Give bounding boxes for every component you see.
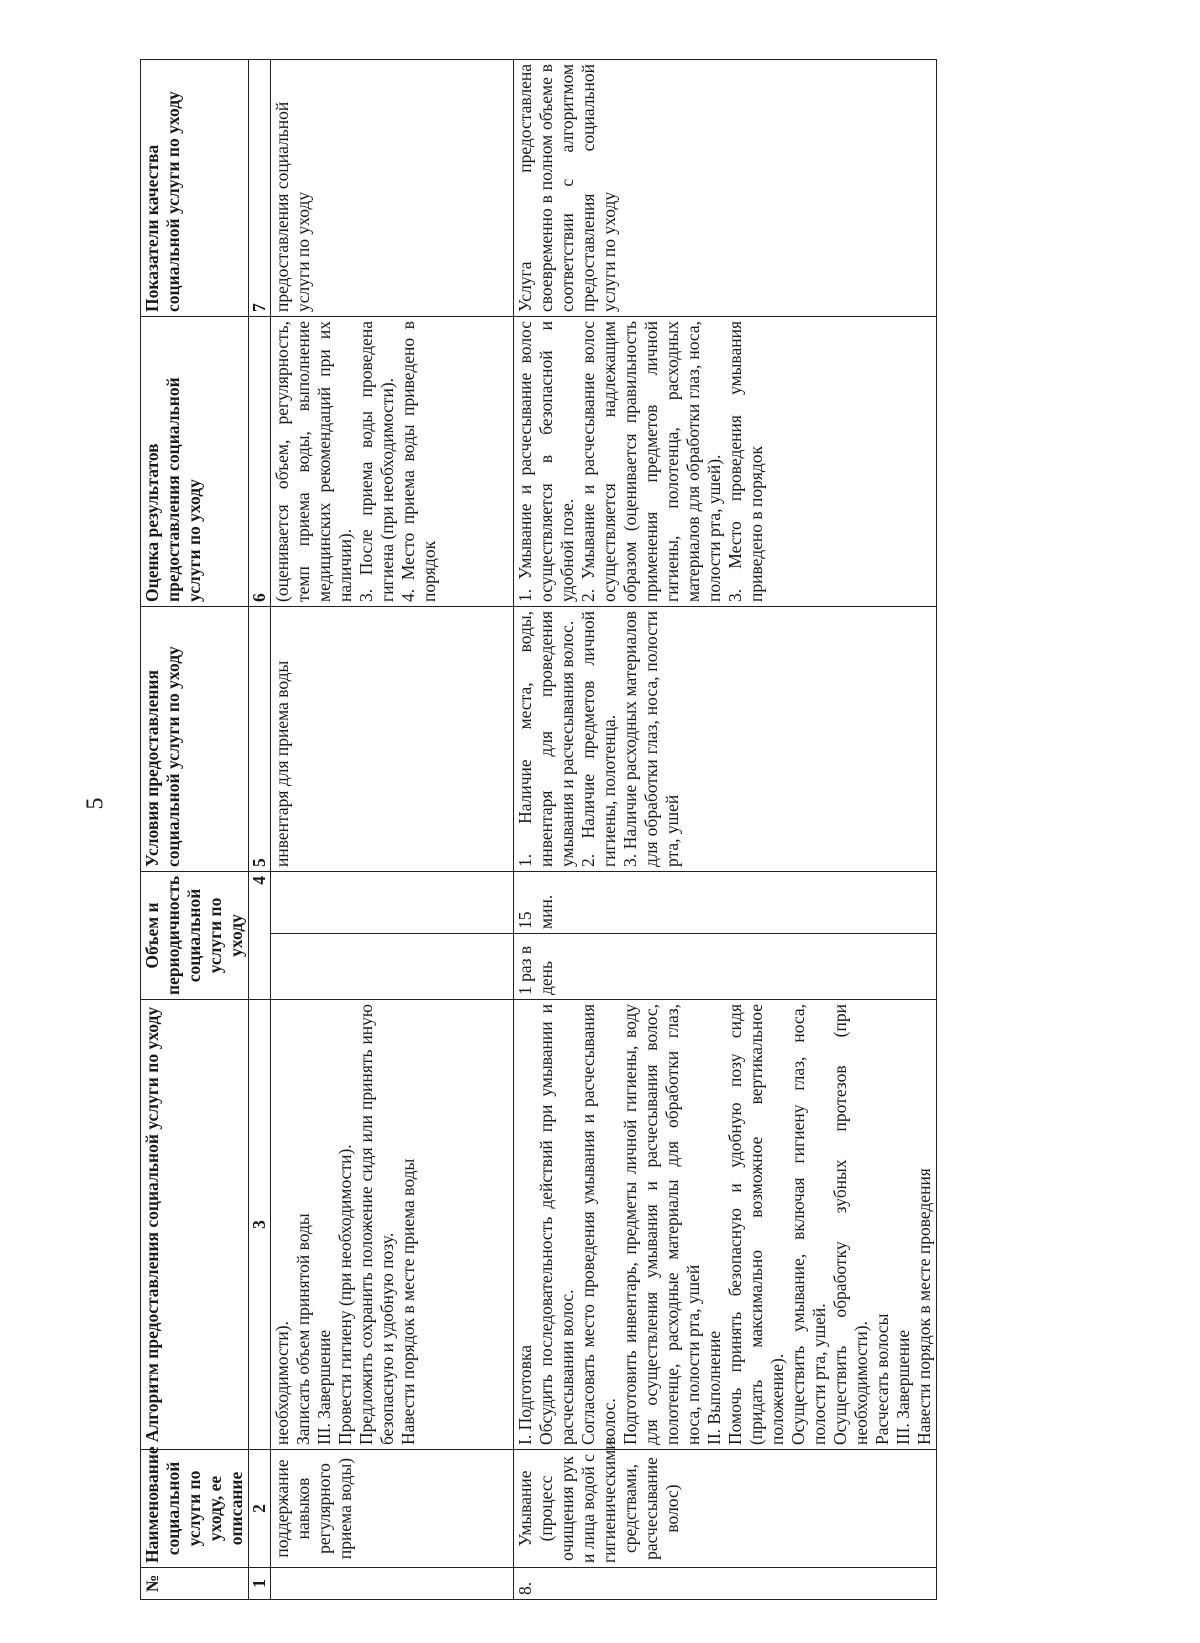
column-number: 1 xyxy=(249,1568,271,1600)
header-number: № xyxy=(141,1568,249,1600)
evaluation-line: 4. Место приема воды приведено в порядок xyxy=(398,320,439,602)
conditions-line: 3. Наличие расходных материалов для обработки глаз, носа, полости рта, ушей xyxy=(620,610,682,867)
table-row xyxy=(514,59,937,1599)
algorithm-line: II. Выполнение xyxy=(704,1330,724,1445)
algorithm-line: Записать объем принятой воды xyxy=(293,1213,313,1445)
column-number: 6 xyxy=(249,316,271,606)
algorithm-line: Подготовить инвентарь, предметы личной гигиены, воду для осуществления умывания и расчесывания волос, полотенце, расходные материалы для обработки глаз, носа, полости рта, ушей xyxy=(620,1004,703,1445)
services-table xyxy=(140,59,937,1600)
page-number: 5 xyxy=(82,797,109,810)
service-algorithm xyxy=(271,1000,514,1450)
conditions-line: 2. Наличие предметов личной гигиены, полотенца. xyxy=(578,610,619,867)
algorithm-line: необходимости). xyxy=(272,1321,292,1445)
service-conditions xyxy=(514,606,937,871)
header-algorithm: Алгоритм предоставления социальной услуги по уходу xyxy=(141,1000,249,1450)
service-name: поддержание навыков регулярного приема воды) xyxy=(271,1450,514,1568)
algorithm-line: Навести порядок в месте приема воды xyxy=(398,1158,418,1445)
algorithm-line: III. Завершение xyxy=(893,1329,913,1445)
evaluation-line: 1. Умывание и расчесывание волос осуществляется в безопасной и удобной позе. xyxy=(515,320,577,602)
evaluation-line: 3. Место проведения умывания приведено в порядок xyxy=(725,320,766,602)
algorithm-line: Помочь принять безопасную и удобную позу сидя (придать максимально возможное вертикальное положение). xyxy=(725,1004,787,1445)
rotated-table-sheet xyxy=(140,60,934,1600)
column-number: 5 xyxy=(249,606,271,871)
evaluation-line: (оценивается объем, регулярность, темп приема воды, выполнение медицинских рекомендаций при их наличии). xyxy=(272,320,355,602)
service-duration: 15 мин. xyxy=(514,871,937,933)
column-number: 4 xyxy=(249,871,271,999)
algorithm-line: Осуществить обработку зубных протезов (при необходимости). xyxy=(830,1004,871,1445)
row-number: 8. xyxy=(514,1568,937,1600)
evaluation-line: 2. Умывание и расчесывание волос осуществляется надлежащим образом (оценивается правильность применения предметов личной гигиены, полотенца, расходных материалов для обработки глаз, носа, полости рта, ушей). xyxy=(578,320,724,602)
header-conditions: Условия предоставления социальной услуги по уходу xyxy=(141,606,249,871)
algorithm-line: I. Подготовка xyxy=(515,1344,535,1445)
evaluation-line: 3. После приема воды проведена гигиена (при необходимости). xyxy=(356,320,397,602)
row-number xyxy=(271,1568,514,1600)
service-evaluation xyxy=(271,316,514,606)
algorithm-line: Предложить сохранить положение сидя или принять иную безопасную и удобную позу. xyxy=(356,1004,397,1445)
header-frequency: Объем и периодичность социальной услуги по уходу xyxy=(141,871,249,999)
algorithm-line: Обсудить последовательность действий при умывании и расчесывании волос. xyxy=(536,1004,577,1445)
algorithm-line: Согласовать место проведения умывания и расчесывания волос. xyxy=(578,1004,619,1445)
header-quality: Показатели качества социальной услуги по уходу xyxy=(141,59,249,316)
column-number: 2 xyxy=(249,1450,271,1568)
table-row xyxy=(271,59,514,1599)
column-numbers-row xyxy=(249,59,271,1599)
column-number: 7 xyxy=(249,59,271,316)
algorithm-line: Провести гигиену (при необходимости). xyxy=(335,1144,355,1445)
algorithm-line: Расчесать волосы xyxy=(872,1313,892,1445)
conditions-line: 1. Наличие места, воды, инвентаря для проведения умывания и расчесывания волос. xyxy=(515,610,577,867)
algorithm-line: III. Завершение xyxy=(314,1329,334,1445)
service-frequency xyxy=(271,934,514,1000)
table-header-row xyxy=(141,59,249,1599)
service-duration xyxy=(271,871,514,933)
service-evaluation xyxy=(514,316,937,606)
algorithm-line: Осуществить умывание, включая гигиену глаз, носа, полости рта, ушей. xyxy=(788,1004,829,1445)
header-name: Наименование социальной услуги по уходу, ее описание xyxy=(141,1450,249,1568)
service-name: Умывание (процесс очищения рук и лица водой с гигиеническими средствами, расчесывание волос) xyxy=(514,1450,937,1568)
service-quality: Услуга предоставлена своевременно в полном объеме в соответствии с алгоритмом предоставления социальной услуги по уходу xyxy=(514,59,937,316)
algorithm-line: Навести порядок в месте проведения xyxy=(914,1168,934,1445)
service-conditions xyxy=(271,606,514,871)
header-evaluation: Оценка результатов предоставления социальной услуги по уходу xyxy=(141,316,249,606)
service-frequency: 1 раз в день xyxy=(514,934,937,1000)
service-algorithm xyxy=(514,1000,937,1450)
service-quality: предоставления социальной услуги по уходу xyxy=(271,59,514,316)
conditions-line: инвентаря для приема воды xyxy=(272,660,292,867)
column-number: 3 xyxy=(249,1000,271,1450)
